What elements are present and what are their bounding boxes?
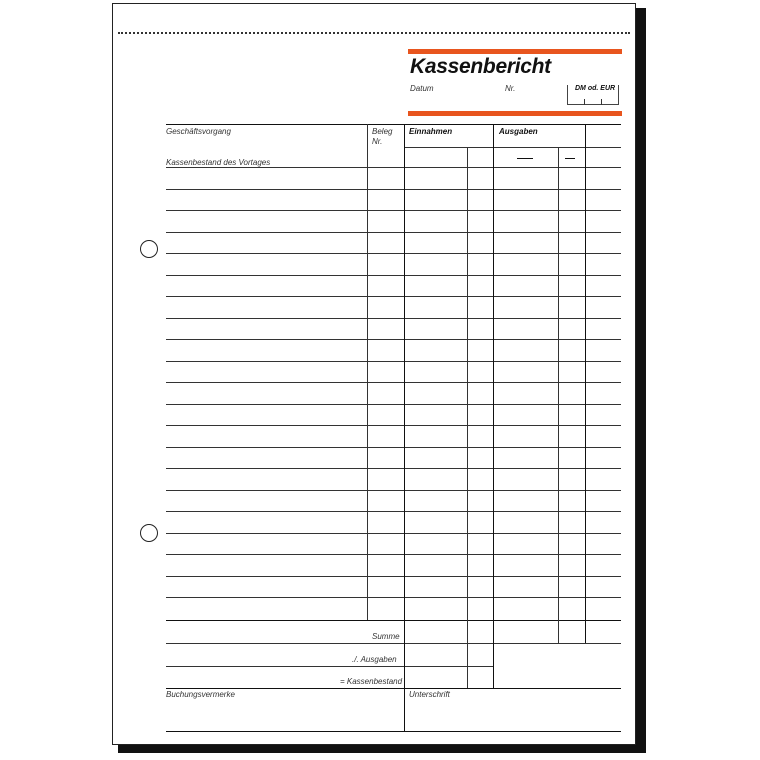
receipt-header-line1: Beleg bbox=[372, 127, 393, 136]
receipt-header-line2: Nr. bbox=[372, 137, 383, 146]
entry-row-line bbox=[166, 275, 621, 276]
entry-row-line bbox=[166, 576, 621, 577]
punch-hole-top bbox=[140, 240, 158, 258]
entry-row-line bbox=[166, 425, 621, 426]
pad-stack-right bbox=[636, 8, 646, 753]
entry-row-line bbox=[166, 490, 621, 491]
entry-row-line bbox=[166, 511, 621, 512]
date-label: Datum bbox=[410, 84, 434, 93]
header-bar-bottom bbox=[408, 111, 622, 116]
entry-row-line bbox=[166, 296, 621, 297]
booking-notes-label: Buchungsvermerke bbox=[166, 690, 235, 699]
entry-row-line bbox=[166, 554, 621, 555]
signature-label: Unterschrift bbox=[409, 690, 450, 699]
income-cents-col bbox=[467, 147, 468, 688]
expenses-header: Ausgaben bbox=[499, 127, 538, 136]
punch-hole-bottom bbox=[140, 524, 158, 542]
sum-line-top bbox=[166, 620, 621, 621]
entry-row-line bbox=[166, 597, 621, 598]
expenses-col-right bbox=[585, 124, 586, 643]
form-bottom-line bbox=[166, 731, 621, 732]
entry-row-line bbox=[166, 447, 621, 448]
expenses-cents-dash bbox=[565, 158, 575, 159]
less-expenses-label: ./. Ausgaben bbox=[352, 655, 397, 664]
entry-row-line bbox=[166, 339, 621, 340]
form-title: Kassenbericht bbox=[410, 55, 551, 78]
perforation-line bbox=[118, 32, 630, 34]
entry-row-line bbox=[166, 232, 621, 233]
entry-row-line bbox=[166, 533, 621, 534]
entry-row-line bbox=[166, 210, 621, 211]
currency-label: DM od. EUR bbox=[575, 85, 616, 92]
entry-row-line bbox=[166, 361, 621, 362]
entry-row-line bbox=[166, 468, 621, 469]
pad-stack-bottom bbox=[118, 745, 646, 753]
number-label: Nr. bbox=[505, 84, 516, 93]
sum-line-bottom bbox=[166, 643, 621, 644]
entry-row-line bbox=[166, 404, 621, 405]
expenses-carry-dash bbox=[517, 158, 533, 159]
opening-balance-label: Kassenbestand des Vortages bbox=[166, 158, 271, 167]
entry-row-line bbox=[166, 382, 621, 383]
entry-row-line bbox=[166, 253, 621, 254]
income-col-left bbox=[404, 124, 405, 731]
entry-row-line bbox=[166, 318, 621, 319]
expenses-col-left bbox=[493, 124, 494, 688]
transaction-header: Geschäftsvorgang bbox=[166, 127, 231, 136]
table-top-line bbox=[166, 124, 621, 125]
receipt-col-left bbox=[367, 124, 368, 620]
entry-row-line bbox=[166, 167, 621, 168]
expenses-cents-col bbox=[558, 147, 559, 643]
table-header-line bbox=[405, 147, 621, 148]
currency-tick-2 bbox=[601, 99, 602, 105]
balance-line bbox=[166, 688, 621, 689]
income-header: Einnahmen bbox=[409, 127, 453, 136]
total-label: Summe bbox=[372, 632, 400, 641]
cash-balance-label: = Kassenbestand bbox=[340, 677, 403, 686]
currency-tick-1 bbox=[584, 99, 585, 105]
currency-box bbox=[567, 85, 619, 105]
entry-row-line bbox=[166, 189, 621, 190]
less-expenses-line bbox=[166, 666, 493, 667]
